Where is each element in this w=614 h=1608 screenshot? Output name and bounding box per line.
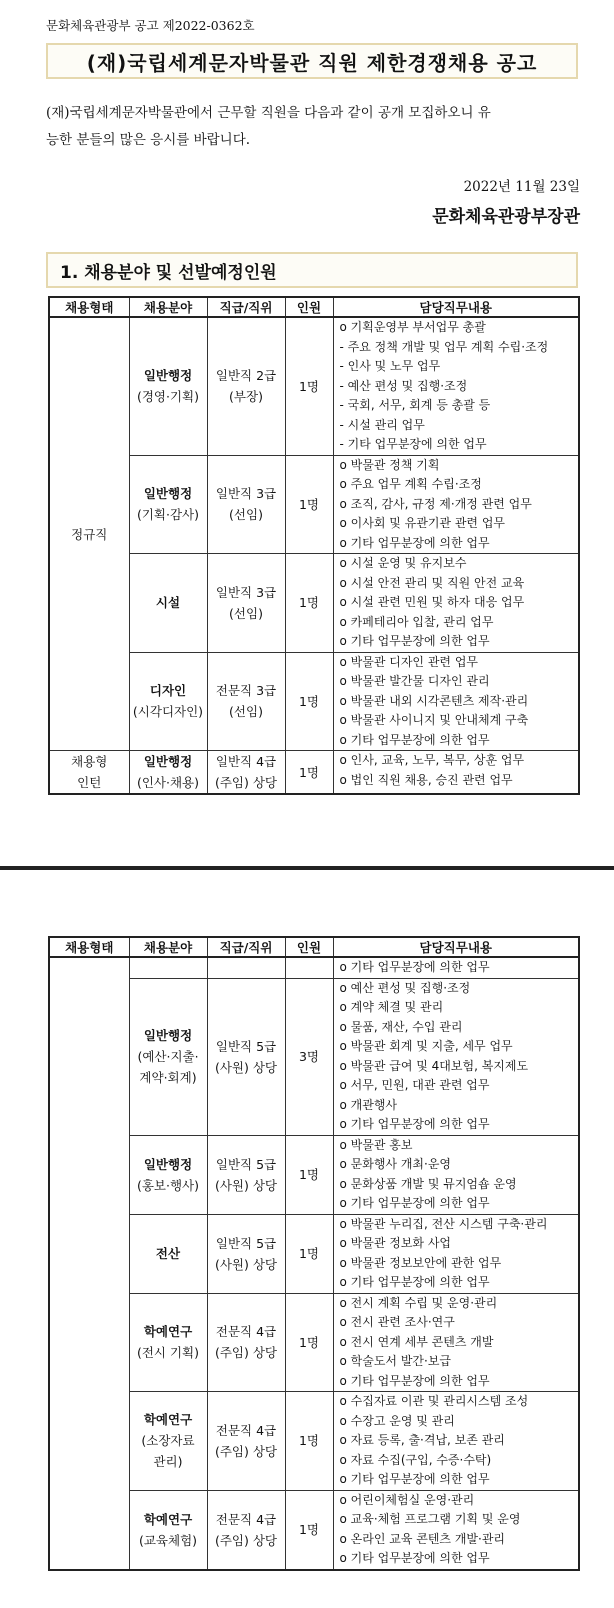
duty-line: o 물품, 재산, 수입 관리 [339,1019,463,1034]
position: (선임) [229,507,263,523]
duties-cell [333,1392,579,1491]
duty-line: o 학술도서 발간·보급 [339,1354,452,1368]
count-cell: 1명 [285,455,333,554]
table-row [49,554,579,653]
duty-line: o 문화상품 개발 및 뮤지엄숍 운영 [339,1176,517,1191]
page-separator [0,866,614,870]
field-sub: 계약·회계) [139,1070,197,1085]
duty-line: - 시설 관리 업무 [339,417,425,432]
field-sub: (홍보·행사) [136,1177,200,1193]
section-1-title: 1. 채용분야 및 선발예정인원 [46,252,578,288]
grade: 전문직 4급 [215,1511,277,1527]
field-cell-empty [129,957,207,978]
duties-cell [333,978,579,1135]
duty-line: o 기타 업무분장에 의한 업무 [339,1551,490,1565]
grade: 일반직 5급 [215,1156,277,1172]
field-sub: (인사·채용) [136,775,200,790]
duty-line: o 자료 등록, 출·격납, 보존 관리 [339,1433,505,1447]
field-cell [129,1293,207,1392]
duty-line: o 계약 체결 및 관리 [339,1000,444,1014]
duty-line: o 예산 편성 및 집행·조정 [339,980,471,995]
intro-line-2: 능한 분들의 많은 응시를 바랍니다. [46,132,251,148]
duty-line: o 서무, 민원, 대관 관련 업무 [339,1078,490,1092]
table-row [49,1214,579,1293]
count-cell: 1명 [285,1293,333,1392]
duty-line: o 박물관 정보보안에 관한 업무 [339,1255,502,1270]
count-cell: 1명 [285,554,333,653]
duty-line: o 자료 수집(구입, 수증·수탁) [339,1452,492,1467]
header-field: 채용분야 [129,937,207,957]
duty-line: o 박물관 급여 및 4대보험, 복지제도 [339,1058,529,1073]
grade: 일반직 5급 [215,1038,277,1054]
field-main: 디자인 [149,683,187,699]
field-cell [129,1392,207,1491]
duty-line: o 기타 업무분장에 의한 업무 [339,1472,490,1486]
duty-line: - 주요 정책 개발 및 업무 계획 수립·조정 [339,339,549,354]
duties-cell [333,751,579,795]
employment-type-intern [49,751,129,795]
duties-cell [333,1293,579,1392]
grade-cell [207,455,285,554]
header-duties: 담당직무내용 [333,937,579,957]
field-main: 학예연구 [143,1324,193,1340]
employment-type-label-1: 채용형 [71,754,108,769]
duty-line: o 박물관 누리집, 전산 시스템 구축·관리 [339,1216,548,1231]
count-cell: 1명 [285,652,333,751]
count-cell: 1명 [285,317,333,455]
table-row [49,978,579,1135]
header-field: 채용분야 [129,297,207,317]
field-cell [129,455,207,554]
header-grade: 직급/직위 [207,297,285,317]
duty-line: o 박물관 디자인 관련 업무 [339,654,479,669]
grade: 전문직 4급 [215,1324,277,1340]
field-sub: (예산·지출· [137,1049,199,1064]
position: (주임) 상당 [214,775,278,790]
count-cell: 1명 [285,1490,333,1570]
duty-line: o 개관행사 [339,1097,398,1112]
field-main: 학예연구 [143,1511,193,1527]
employment-type-continued [49,957,129,1570]
duty-line: o 법인 직원 채용, 승진 관련 업무 [339,772,513,787]
field-sub: (경영·기획) [136,389,200,405]
field-main: 학예연구 [143,1412,193,1428]
field-cell [129,1490,207,1570]
duty-line: o 박물관 정책 기획 [339,457,440,472]
field-main: 일반행정 [143,1028,193,1043]
table-row [49,652,579,751]
position: (주임) 상당 [214,1345,278,1361]
duty-line: o 온라인 교육 콘텐츠 개발·관리 [339,1531,506,1546]
duty-line: o 문화행사 개최·운영 [339,1157,452,1171]
duties-cell [333,1214,579,1293]
header-count: 인원 [285,297,333,317]
table-row-continued [49,957,579,978]
recruitment-table-2 [48,936,580,1571]
field-cell [129,1214,207,1293]
duty-line: o 박물관 홍보 [339,1137,413,1152]
recruitment-table-1 [48,296,580,795]
position: (사원) 상당 [214,1177,278,1193]
notice-number: 문화체육관광부 공고 제2022-0362호 [46,18,255,33]
table-header-row [49,297,579,317]
grade: 전문직 3급 [215,683,277,699]
field-sub: (전시 기획) [136,1345,200,1361]
duty-line: o 수집자료 이관 및 관리시스템 조성 [339,1394,529,1408]
header-duties: 담당직무내용 [333,297,579,317]
duties-cell [333,957,579,978]
field-cell [129,751,207,795]
field-sub: 관리) [153,1454,183,1470]
grade-cell [207,1214,285,1293]
duty-line: o 기타 업무분장에 의한 업무 [339,732,490,747]
intro-line-1: (재)국립세계문자박물관에서 근무할 직원을 다음과 같이 공개 모집하오니 유 [46,105,491,121]
duty-line: o 전시 관련 조사·연구 [339,1315,455,1329]
position: (선임) [229,605,263,621]
duty-line: o 어린이체험실 운영·관리 [339,1492,475,1507]
duty-line: o 조직, 감사, 규정 제·개정 관련 업무 [339,496,532,511]
field-cell [129,317,207,455]
table-row [49,751,579,795]
count-cell: 1명 [285,1214,333,1293]
field-cell [129,652,207,751]
grade: 일반직 3급 [215,486,277,502]
grade-cell [207,1392,285,1491]
field-sub: (교육체험) [138,1532,198,1548]
position: (선임) [229,704,263,720]
grade: 일반직 5급 [215,1235,277,1251]
count-cell: 3명 [285,978,333,1135]
duty-line: o 기타 업무분장에 의한 업무 [339,634,490,648]
duty-line: o 이사회 및 유관기관 관련 업무 [339,516,506,530]
duty-line: o 전시 연계 세부 콘텐츠 개발 [339,1334,494,1349]
count-cell: 1명 [285,1135,333,1214]
duty-line: o 기타 업무분장에 의한 업무 [339,1373,490,1388]
duty-line: o 박물관 사이니지 및 안내체계 구축 [339,713,529,727]
duties-cell [333,1135,579,1214]
duty-line: o 교육·체험 프로그램 기획 및 운영 [339,1512,521,1526]
field-main: 일반행정 [143,368,193,384]
duty-line: o 기타 업무분장에 의한 업무 [339,535,490,550]
header-type: 채용형태 [49,297,129,317]
count-cell: 1명 [285,1392,333,1491]
duty-line: - 인사 및 노무 업무 [339,359,441,373]
duty-line: o 카페테리아 입찰, 관리 업무 [339,614,494,629]
duty-line: o 박물관 내외 시각콘텐츠 제작·관리 [339,693,529,708]
field-main: 일반행정 [143,754,193,769]
grade-cell [207,554,285,653]
count-cell-empty [285,957,333,978]
duty-line: o 시설 운영 및 유지보수 [339,556,467,570]
issuer-name: 문화체육관광부장관 [432,207,580,227]
employment-type-regular [49,317,129,751]
duty-line: - 국회, 서무, 회계 등 총괄 등 [339,398,491,412]
grade: 일반직 3급 [215,584,277,600]
field-main: 일반행정 [143,1156,193,1172]
field-cell [129,1135,207,1214]
position: (사원) 상당 [214,1059,278,1075]
header-type: 채용형태 [49,937,129,957]
grade-cell [207,1135,285,1214]
header-count: 인원 [285,937,333,957]
field-main: 일반행정 [143,486,193,502]
grade-cell-empty [207,957,285,978]
field-sub: (소장자료 [141,1433,195,1449]
grade-cell [207,317,285,455]
document-page-2 [0,876,614,1608]
duty-line: o 박물관 회계 및 지출, 세무 업무 [339,1039,513,1053]
table-row [49,1135,579,1214]
field-sub: (기획·감사) [136,507,200,523]
duty-line: o 전시 계획 수립 및 운영·관리 [339,1295,498,1310]
notice-title: (재)국립세계문자박물관 직원 제한경쟁채용 공고 [46,43,578,79]
duty-line: o 시설 안전 관리 및 직원 안전 교육 [339,575,525,590]
position: (주임) 상당 [214,1532,278,1548]
field-cell [129,554,207,653]
field-main: 시설 [155,595,181,611]
field-sub: (시각디자인) [132,704,204,720]
duty-line: o 기획운영부 부서업무 총괄 [339,320,486,334]
grade: 일반직 4급 [215,754,277,769]
field-main: 전산 [155,1246,181,1261]
grade-cell [207,978,285,1135]
duty-line: - 기타 업무분장에 의한 업무 [339,437,487,451]
employment-type-label: 정규직 [71,526,108,542]
duty-line: o 기타 업무분장에 의한 업무 [339,960,490,974]
employment-type-label-2: 인턴 [77,775,102,790]
header-grade: 직급/직위 [207,937,285,957]
duties-cell [333,1490,579,1570]
duties-cell [333,554,579,653]
position: (부장) [229,389,263,405]
duty-line: o 수장고 운영 및 관리 [339,1413,455,1428]
table-row [49,1293,579,1392]
grade: 일반직 2급 [215,368,277,384]
duties-cell [333,317,579,455]
duty-line: o 주요 업무 계획 수립·조정 [339,477,482,491]
count-cell: 1명 [285,751,333,795]
duty-line: o 박물관 발간물 디자인 관리 [339,674,490,688]
grade-cell [207,751,285,795]
duty-line: o 시설 관련 민원 및 하자 대응 업무 [339,595,525,609]
duties-cell [333,652,579,751]
grade: 전문직 4급 [215,1422,277,1438]
grade-cell [207,652,285,751]
position: (주임) 상당 [214,1443,278,1459]
table-row [49,317,579,455]
table-row [49,1392,579,1491]
duties-cell [333,455,579,554]
position: (사원) 상당 [214,1256,278,1272]
table-row [49,1490,579,1570]
field-cell [129,978,207,1135]
duty-line: o 기타 업무분장에 의한 업무 [339,1117,490,1131]
duty-line: o 기타 업무분장에 의한 업무 [339,1275,490,1289]
duty-line: o 박물관 정보화 사업 [339,1236,452,1250]
duty-line: o 인사, 교육, 노무, 복무, 상훈 업무 [339,753,525,767]
intro-paragraph [46,100,586,154]
grade-cell [207,1490,285,1570]
notice-date: 2022년 11월 23일 [463,179,580,195]
table-row [49,455,579,554]
grade-cell [207,1293,285,1392]
duty-line: - 예산 편성 및 집행·조정 [339,378,468,393]
duty-line: o 기타 업무분장에 의한 업무 [339,1196,490,1210]
table-header-row [49,937,579,957]
